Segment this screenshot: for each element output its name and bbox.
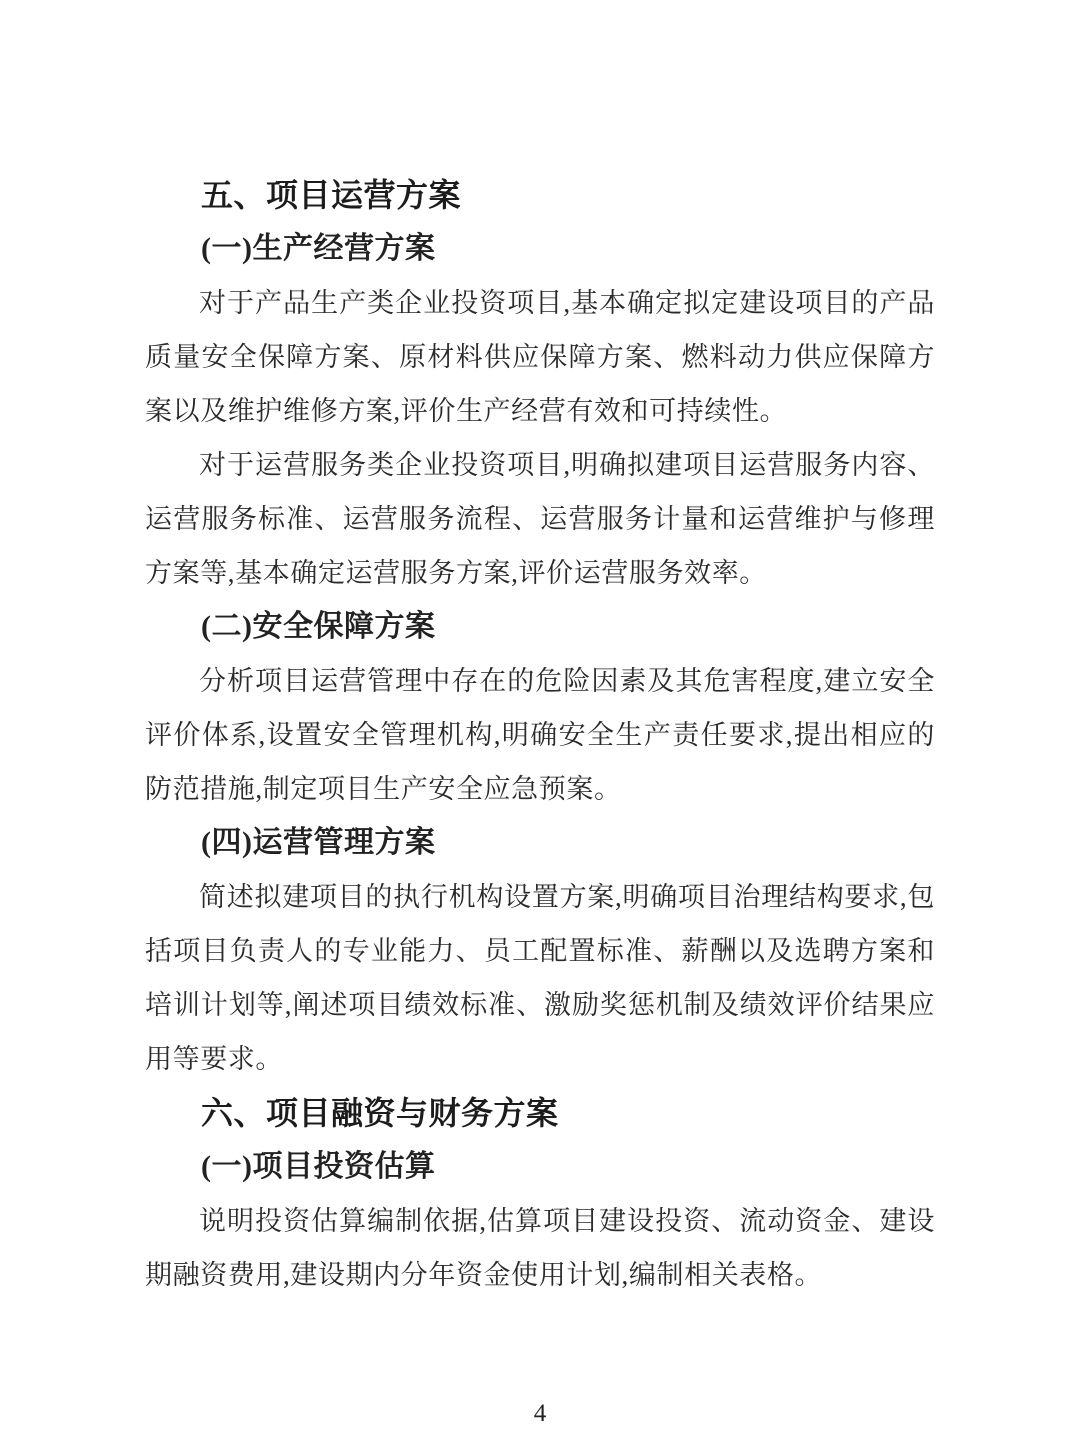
subsection-heading: (一)生产经营方案 [201, 232, 436, 265]
section-heading: 五、项目运营方案 [201, 177, 462, 213]
document-body [145, 168, 935, 1302]
subsection-heading: (四)运营管理方案 [201, 826, 436, 859]
paragraph: 对于运营服务类企业投资项目,明确拟建项目运营服务内容、运营服务标准、运营服务流程、运营服务计量和运营维护与修理方案等,基本确定运营服务方案,评价运营服务效率。 [145, 450, 935, 588]
paragraph: 说明投资估算编制依据,估算项目建设投资、流动资金、建设期融资费用,建设期内分年资金使用计划,编制相关表格。 [145, 1206, 935, 1290]
paragraph: 分析项目运营管理中存在的危险因素及其危害程度,建立安全评价体系,设置安全管理机构,明确安全生产责任要求,提出相应的防范措施,制定项目生产安全应急预案。 [145, 666, 935, 804]
paragraph: 对于产品生产类企业投资项目,基本确定拟定建设项目的产品质量安全保障方案、原材料供应保障方案、燃料动力供应保障方案以及维护维修方案,评价生产经营有效和可持续性。 [145, 288, 935, 426]
subsection-heading: (二)安全保障方案 [201, 610, 436, 643]
subsection-heading: (一)项目投资估算 [201, 1150, 436, 1183]
section-heading: 六、项目融资与财务方案 [201, 1095, 559, 1131]
page-number: 4 [533, 1400, 547, 1427]
paragraph: 简述拟建项目的执行机构设置方案,明确项目治理结构要求,包括项目负责人的专业能力、员工配置标准、薪酬以及选聘方案和培训计划等,阐述项目绩效标准、激励奖惩机制及绩效评价结果应用等要求。 [145, 882, 935, 1074]
